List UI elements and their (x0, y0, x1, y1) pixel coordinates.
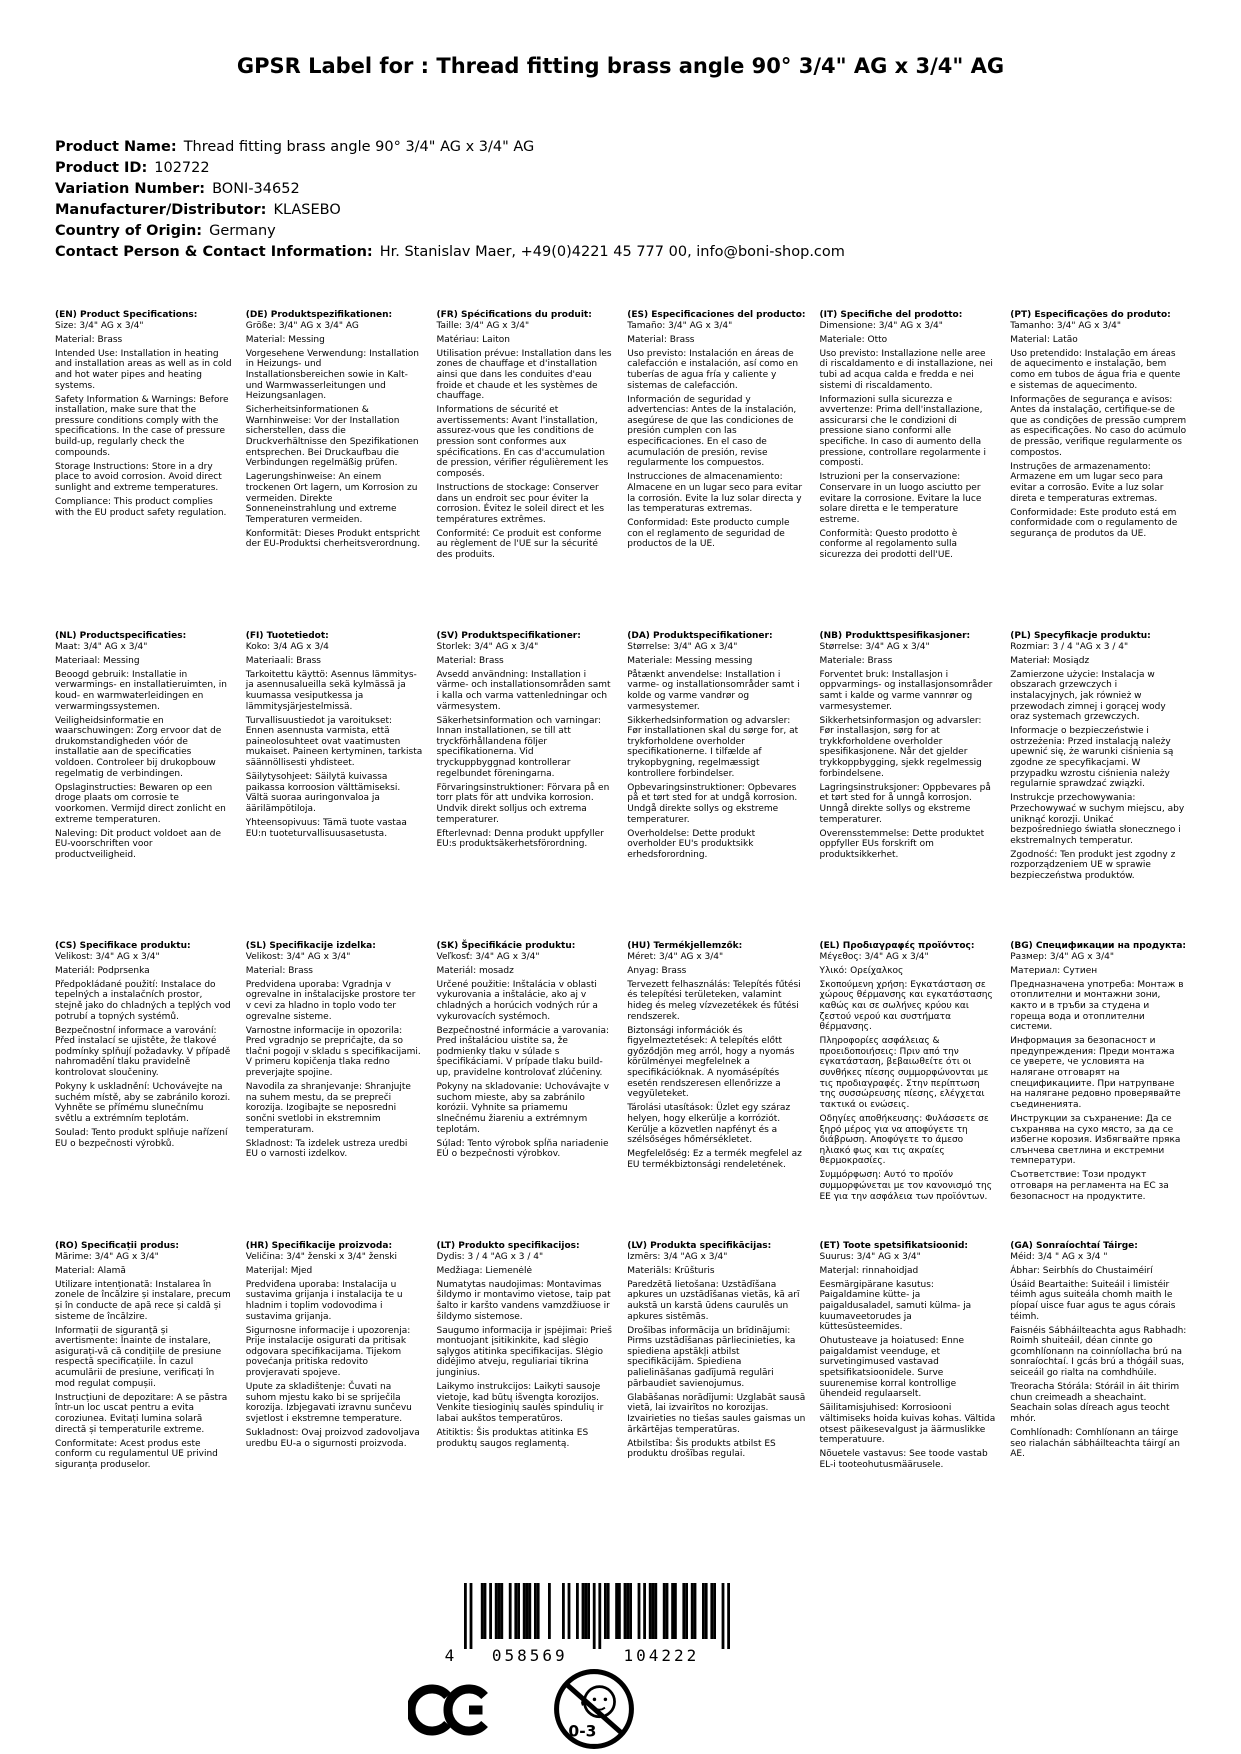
spec-paragraph: Conformidad: Este producto cumple con el reglamento de seguridad de productos de la UE. (627, 518, 790, 550)
spec-paragraph: Atitiktis: Šis produktas atitinka ES produktų saugos reglamentą. (436, 1428, 589, 1449)
spec-block (55, 1241, 236, 1474)
product-info-row (55, 179, 845, 200)
spec-block (246, 941, 427, 1241)
spec-paragraph: Informations de sécurité et avertissements: Avant l'installation, assurez-vous que les conditions de pression sont conformes aux spécifications. En cas d'accumulation de pression, vérifier régulièrement les composés. (436, 405, 609, 479)
spec-paragraph: Material: Latão (1010, 334, 1078, 345)
spec-paragraph: Materiál: mosadz (436, 965, 514, 976)
spec-paragraph: Conformitate: Acest produs este conform cu regulamentul UE privind siguranța produselor. (55, 1438, 218, 1470)
spec-paragraph: Comhlíonadh: Comhlíonann an táirge seo rialachán sábháilteachta táirgí an AE. (1010, 1428, 1180, 1460)
spec-paragraph: Atbilstība: Šis produkts atbilst ES produktu drošības regulai. (627, 1438, 776, 1460)
spec-block-heading: (SK) Špecifikácie produktu: (436, 941, 576, 951)
spec-paragraph: Sikkerhetsinformasjon og advarsler: Før installasjon, sørg for at trykkforholdene overholder spesifikasjonene. Når det gjelder trykkoppbygging, sjekk regelmessig forbindelsene. (819, 715, 982, 779)
spec-paragraph: Informații de siguranță și avertismente: Înainte de instalare, asigurați-vă că condițiile de presiune respectă specificațiile. În cazul acumulării de presiune, verificați în mod regulat compușii. (55, 1325, 222, 1389)
product-info-label: Manufacturer/Distributor: (55, 202, 267, 218)
spec-block (437, 1241, 618, 1474)
product-info-value: Hr. Stanislav Maer, +49(0)4221 45 777 00, info@boni-shop.com (379, 244, 845, 260)
spec-paragraph: Conformidade: Este produto está em conformidade com o regulamento de segurança de produtos da UE. (1010, 507, 1178, 539)
spec-paragraph: Säilitamisjuhised: Korrosiooni vältimiseks hoida kuivas kohas. Vältida otsest päikesevalgust ja äärmuslikke temperatuure. (819, 1403, 996, 1446)
spec-block-heading: (PL) Specyfikacje produktu: (1010, 631, 1151, 641)
spec-paragraph: Lagerungshinweise: An einem trockenen Ort lagern, um Korrosion zu vermeiden. Direkte Sonneneinstrahlung und extreme Temperaturen vermeiden. (245, 472, 418, 525)
spec-paragraph: Drošības informācija un brīdinājumi: Pirms uzstādīšanas pārliecinieties, ka spiediena apstākļi atbilst specifikācijām. Spiediena palielināšanas gadījumā regulāri pārbaudiet savienojumus. (627, 1325, 796, 1389)
spec-paragraph: Beoogd gebruik: Installatie in verwarmings- en installatieruimten, in koud- en warmwaterleidingen en verwarmingssystemen. (55, 669, 227, 712)
spec-paragraph: Uso previsto: Installazione nelle aree di riscaldamento e di installazione, nei tubi ad acqua calda e fredda e nei sistemi di riscaldamento. (819, 348, 993, 391)
spec-paragraph: Zamierzone użycie: Instalacja w obszarach grzewczych i instalacyjnych, jak również w przewodach zimnej i gorącej wody oraz systemach grzewczych. (1010, 669, 1166, 723)
spec-paragraph: Efterlevnad: Denna produkt uppfyller EU:s produktsäkerhetsförordning. (436, 828, 604, 850)
spec-block-heading: (LV) Produkta specifikācijas: (627, 1241, 772, 1251)
product-info-value: KLASEBO (273, 202, 341, 218)
spec-block-heading: (SL) Specifikacije izdelka: (245, 941, 376, 951)
spec-paragraph: Turvallisuustiedot ja varoitukset: Ennen asennusta varmista, että paineolosuhteet ovat vaatimusten mukaiset. Paineen kertyminen, tarkista säännöllisesti yhdisteet. (245, 715, 423, 769)
spec-paragraph: Påtænkt anvendelse: Installation i varme- og installationsområder samt i kolde og varme vandrør og varmesystemer. (627, 669, 800, 712)
spec-paragraph: Материал: Сутиен (1010, 965, 1098, 976)
spec-block (820, 1241, 1001, 1474)
spec-block (627, 631, 809, 941)
spec-paragraph: Uso previsto: Instalación en áreas de calefacción e instalación, así como en tuberías de agua fría y caliente y sistemas de calefacción. (627, 348, 799, 391)
spec-paragraph: Bezpečnostní informace a varování: Před instalací se ujistěte, že tlakové podmínky splňují požadavky. V případě nahromadění tlaku pravidelně kontrolovat sloučeniny. (55, 1025, 231, 1079)
spec-paragraph: Størrelse: 3/4" AG x 3/4" (627, 641, 738, 652)
spec-paragraph: Materiale: Brass (819, 655, 893, 666)
spec-paragraph: Ohutusteave ja hoiatused: Enne paigaldamist veenduge, et survetingimused vastavad spetsifikatsioonidele. Surve suurenemise korral kontrollige ühendeid regulaarselt. (819, 1336, 965, 1400)
spec-paragraph: Material: Brass (55, 334, 123, 345)
spec-paragraph: Compliance: This product complies with the EU product safety regulation. (55, 497, 227, 518)
spec-block-heading: (HR) Specifikacije proizvoda: (245, 1241, 393, 1251)
spec-paragraph: Ábhar: Seirbhís do Chustaiméirí (1010, 1265, 1153, 1276)
barcode-digits-group2: 104222 (623, 1646, 700, 1663)
spec-paragraph: Materiale: Messing messing (627, 655, 753, 666)
spec-paragraph: Upute za skladištenje: Čuvati na suhom mjestu kako bi se spriječila korozija. Izbjegavati izravnu sunčevu svjetlost i ekstremne temperature. (245, 1382, 412, 1424)
product-info-section (55, 137, 845, 263)
spec-block (437, 941, 618, 1241)
spec-block-heading: (DE) Produktspezifikationen: (245, 310, 393, 320)
spec-paragraph: Biztonsági információk és figyelmeztetések: A telepítés előtt győződjön meg arról, hogy a nyomás körülményei megfelelnek a specifikációknak. A nyomásépítés esetén rendszeresen ellenőrizze a vegyületeket. (627, 1025, 795, 1100)
spec-paragraph: Rozmiar: 3 / 4 "AG x 3 / 4" (1010, 641, 1129, 652)
spec-paragraph: Инструкции за съхранение: Да се съхранява на сухо място, за да се избегне корозия. Избягвайте пряка слънчева светлина и екстремни температури. (1010, 1113, 1181, 1167)
spec-paragraph: Overensstemmelse: Dette produktet oppfyller EUs forskrift om produktsikkerhet. (819, 828, 985, 860)
spec-paragraph: Vorgesehene Verwendung: Installation in Heizungs- und Installationsbereichen sowie in Kalt- und Warmwasserleitungen und Heizungsanlagen. (245, 348, 419, 402)
spec-block (246, 1241, 427, 1474)
ce-mark-icon (408, 1681, 493, 1739)
spec-block-heading: (RO) Specificații produs: (55, 1241, 179, 1251)
spec-block (55, 941, 236, 1241)
spec-paragraph: Predvidena uporaba: Vgradnja v ogrevalne in inštalacijske prostore ter v cevi za hladno in toplo vodo ter ogrevalne sisteme. (245, 979, 416, 1022)
spec-paragraph: Instruções de armazenamento: Armazene em um lugar seco para evitar a corrosão. Evite a luz solar direta e temperaturas extremas. (1010, 461, 1164, 504)
spec-paragraph: Saugumo informacija ir įspėjimai: Prieš montuojant įsitikinkite, kad slėgio sąlygos atitinka specifikacijas. Slėgio didėjimo atveju, reguliariai tikrina junginius. (436, 1325, 612, 1379)
barcode-digit-left: 4 (444, 1646, 458, 1663)
spec-block-heading: (EN) Product Specifications: (55, 310, 198, 320)
bottom-section (0, 1583, 1241, 1754)
spec-paragraph: Istruzioni per la conservazione: Conservare in un luogo asciutto per evitare la corrosione. Evitare la luce solare diretta e le temperature estreme. (819, 472, 982, 525)
spec-paragraph: Materjal: rinnahoidjad (819, 1265, 919, 1276)
spec-paragraph: Forventet bruk: Installasjon i oppvarmings- og installasjonsområder samt i kalde og varme vannrør og varmesystemer. (819, 669, 993, 712)
spec-paragraph: Méid: 3/4 " AG x 3/4 " (1010, 1251, 1108, 1262)
spec-paragraph: Tamanho: 3/4" AG x 3/4" (1010, 320, 1121, 331)
product-info-row (55, 221, 845, 242)
spec-paragraph: Suurus: 3/4" AG x 3/4" (819, 1251, 921, 1262)
spec-block (627, 941, 809, 1241)
spec-paragraph: Instrucciones de almacenamiento: Almacene en un lugar seco para evitar la corrosión. Evite la luz solar directa y las temperaturas extremas. (627, 472, 803, 515)
age-warning-0-3-icon (552, 1667, 636, 1751)
spec-paragraph: Méret: 3/4" AG x 3/4" (627, 951, 724, 962)
spec-paragraph: Numatytas naudojimas: Montavimas šildymo ir montavimo vietose, taip pat šalto ir karšto vandens vamzdžiuose ir šildymo sistemose. (436, 1279, 611, 1322)
spec-block-heading: (GA) Sonraíochtaí Táirge: (1010, 1241, 1138, 1251)
spec-paragraph: Megfelelőség: Ez a termék megfelel az EU termékbiztonsági rendeletének. (627, 1149, 802, 1170)
spec-paragraph: Materiale: Otto (819, 334, 888, 345)
spec-paragraph: Размер: 3/4" AG x 3/4" (1010, 951, 1115, 962)
spec-block (820, 941, 1001, 1241)
spec-paragraph: Instrukcje przechowywania: Przechowywać w suchym miejscu, aby uniknąć korozji. Unikać bezpośredniego światła słonecznego i ekstremalnych temperatur. (1010, 793, 1185, 846)
product-info-row (55, 200, 845, 221)
spec-block (437, 631, 618, 941)
spec-block-heading: (ES) Especificaciones del producto: (627, 310, 806, 320)
spec-paragraph: Μέγεθος: 3/4" AG x 3/4" (819, 951, 929, 962)
spec-paragraph: Faisnéis Sábháilteachta agus Rabhadh: Roimh shuiteáil, déan cinnte go gcomhlíonann na coinníollacha brú na sonraíochtaí. I gcás brú a thógáil suas, seiceáil go rialta na comhdhúile. (1010, 1325, 1187, 1379)
spec-paragraph: Nõuetele vastavus: See toode vastab EL-i tooteohutusmäärusele. (819, 1449, 988, 1470)
product-info-row (55, 242, 845, 263)
spec-paragraph: Veiligheidsinformatie en waarschuwingen: Zorg ervoor dat de drukomstandigheden vóór de installatie aan de specificaties voldoen. Controleer bij drukopbouw regelmatig de verbindingen. (55, 715, 222, 779)
spec-paragraph: Mărime: 3/4" AG x 3/4" (55, 1251, 159, 1262)
spec-paragraph: Συμμόρφωση: Αυτό το προϊόν συμμορφώνεται με τον κανονισμό της ΕΕ για την ασφάλεια των προϊόντων. (819, 1170, 993, 1202)
spec-paragraph: Tamaño: 3/4" AG x 3/4" (627, 320, 733, 331)
spec-paragraph: Tárolási utasítások: Üzlet egy száraz helyen, hogy elkerülje a korróziót. Kerülje a közvetlen napfényt és a szélsőséges hőmérsékletet. (627, 1103, 791, 1146)
spec-paragraph: Velikost: 3/4" AG x 3/4" (245, 951, 351, 962)
spec-paragraph: Medžiaga: Liemenėlė (436, 1265, 533, 1276)
spec-block-heading: (IT) Specifiche del prodotto: (819, 310, 963, 320)
spec-paragraph: Materiāls: Krūšturis (627, 1265, 715, 1276)
spec-paragraph: Avsedd användning: Installation i värme- och installationsområden samt i kalla och varma vattenledningar och värmesystem. (436, 669, 611, 712)
product-info-row (55, 137, 845, 158)
spec-paragraph: Sicherheitsinformationen & Warnhinweise: Vor der Installation sicherstellen, dass die Druckverhältnisse den Spezifikationen entsprechen. Bei Druckaufbau die Verbindungen regelmäßig prüfen. (245, 405, 419, 469)
spec-block-heading: (LT) Produkto specifikacijos: (436, 1241, 580, 1251)
spec-grid (55, 310, 1191, 1474)
spec-block (55, 310, 236, 631)
spec-block-heading: (NL) Productspecificaties: (55, 631, 187, 641)
spec-paragraph: Intended Use: Installation in heating and installation areas as well as in cold and hot water pipes and heating systems. (55, 348, 232, 391)
spec-paragraph: Předpokládané použití: Instalace do tepelných a instalačních prostor, stejně jako do chladných a teplých vod potrubí a topných systémů. (55, 979, 231, 1022)
spec-block-heading: (HU) Termékjellemzők: (627, 941, 743, 951)
spec-block-heading: (CS) Specifikace produktu: (55, 941, 191, 951)
spec-paragraph: Utilisation prévue: Installation dans les zones de chauffage et d'installation ainsi que dans les conduites d'eau froide et chaude et les systèmes de chauffage. (436, 348, 612, 402)
spec-paragraph: Säkerhetsinformation och varningar: Innan installationen, se till att tryckförhållandena följer specifikationerna. Vid tryckuppbyggnad kontrollerar regelbundet föreningarna. (436, 715, 602, 779)
spec-paragraph: Uso pretendido: Instalação em áreas de aquecimento e instalação, bem como em tubos de água fria e quente e sistemas de aquecimento. (1010, 348, 1181, 391)
spec-block-heading: (SV) Produktspecifikationer: (436, 631, 581, 641)
spec-block (820, 631, 1001, 941)
spec-paragraph: Naleving: Dit product voldoet aan de EU-voorschriften voor productveiligheid. (55, 828, 222, 860)
age-warning-label: 0-3 (568, 1722, 597, 1741)
spec-paragraph: Paredzētā lietošana: Uzstādīšana apkures un uzstādīšanas vietās, kā arī aukstā un karstā ūdens caurulēs un apkures sistēmās. (627, 1279, 800, 1322)
spec-paragraph: Veľkosť: 3/4" AG x 3/4" (436, 951, 540, 962)
spec-block (1010, 310, 1191, 631)
spec-paragraph: Utilizare intenționată: Instalarea în zonele de încălzire și instalare, precum și în conducte de apă rece și caldă și sisteme de încălzire. (55, 1279, 231, 1322)
spec-block-heading: (DA) Produktspecifikationer: (627, 631, 773, 641)
spec-paragraph: Anyag: Brass (627, 965, 687, 976)
spec-block-heading: (NB) Produkttspesifikasjoner: (819, 631, 971, 641)
ean-barcode-icon (442, 1583, 742, 1663)
spec-paragraph: Velikost: 3/4" AG x 3/4" (55, 951, 160, 962)
spec-paragraph: Информация за безопасност и предупреждения: Преди монтажа се уверете, че условията на налягане отговарят на спецификациите. При натрупване на налягане редовно проверявайте съединенията. (1010, 1036, 1181, 1110)
spec-block-heading: (FR) Spécifications du produit: (436, 310, 592, 320)
spec-paragraph: Información de seguridad y advertencias: Antes de la instalación, asegúrese de que las condiciones de presión cumplen con las especificaciones. En el caso de acumulación de presión, revise regularmente los compuestos. (627, 394, 797, 469)
spec-paragraph: Eesmärgipärane kasutus: Paigaldamine kütte- ja paigaldusaladel, samuti külma- ja kuumaveetorudes ja küttesüsteemides. (819, 1279, 972, 1333)
spec-paragraph: Size: 3/4" AG x 3/4" (55, 320, 144, 331)
spec-paragraph: Material: Brass (436, 655, 504, 666)
product-info-label: Product Name: (55, 139, 177, 155)
spec-paragraph: Koko: 3/4 AG x 3/4 (245, 641, 329, 652)
spec-paragraph: Instructions de stockage: Conserver dans un endroit sec pour éviter la corrosion. Évitez le soleil direct et les températures extrêmes. (436, 482, 605, 525)
spec-block (627, 310, 809, 631)
spec-block (820, 310, 1001, 631)
spec-paragraph: Overholdelse: Dette produkt overholder EU's produktsikk erhedsforordning. (627, 828, 756, 860)
spec-paragraph: Yhteensopivuus: Tämä tuote vastaa EU:n tuoteturvallisuusasetusta. (245, 818, 407, 839)
spec-paragraph: Förvaringsinstruktioner: Förvara på en torr plats för att undvika korrosion. Undvik direkt solljus och extrema temperaturer. (436, 782, 610, 825)
spec-paragraph: Opslaginstructies: Bewaren op een droge plaats om corrosie te voorkomen. Vermijd direct zonlicht en extreme temperaturen. (55, 782, 226, 825)
spec-block-heading: (EL) Προδιαγραφές προϊόντος: (819, 941, 975, 951)
spec-paragraph: Dimensione: 3/4" AG x 3/4" (819, 320, 943, 331)
spec-paragraph: Material: Brass (627, 334, 695, 345)
spec-paragraph: Opbevaringsinstruktioner: Opbevares på et tørt sted for at undgå korrosion. Undgå direkte sollys og ekstreme temperaturer. (627, 782, 798, 825)
spec-paragraph: Σκοπούμενη χρήση: Εγκατάσταση σε χώρους θέρμανσης και εγκατάστασης καθώς και σε σωλήνες κρύου και ζεστού νερού και συστήματα θέρμανσης. (819, 979, 993, 1033)
product-info-label: Product ID: (55, 160, 148, 176)
spec-paragraph: Storage Instructions: Store in a dry place to avoid corrosion. Avoid direct sunlight and extreme temperatures. (55, 461, 222, 493)
spec-paragraph: Instrucțiuni de depozitare: A se păstra într-un loc uscat pentru a evita coroziunea. Evitați lumina solară directă și temperaturile extreme. (55, 1392, 228, 1435)
spec-block-heading: (BG) Спецификации на продукта: (1010, 941, 1186, 951)
spec-paragraph: Dydis: 3 / 4 "AG x 3 / 4" (436, 1251, 544, 1262)
spec-paragraph: Sigurnosne informacije i upozorenja: Prije instalacije osigurati da pritisak odgovara specifikacijama. Tijekom povećanja pritiska redovito provjeravati spojeve. (245, 1325, 411, 1379)
spec-paragraph: Určené použitie: Inštalácia v oblasti vykurovania a inštalácie, ako aj v chladných a horúcich vodných rúr a vykurovacích systémoch. (436, 979, 598, 1022)
spec-paragraph: Materiał: Mosiądz (1010, 655, 1090, 666)
spec-paragraph: Material: Brass (245, 965, 313, 976)
spec-paragraph: Tervezett felhasználás: Telepítés fűtési és telepítési területeken, valamint hideg és meleg vízvezetékek és fűtési rendszerek. (627, 979, 801, 1022)
spec-paragraph: Materiaal: Messing (55, 655, 140, 666)
spec-paragraph: Matériau: Laiton (436, 334, 510, 345)
spec-block (246, 631, 427, 941)
product-info-label: Country of Origin: (55, 223, 203, 239)
spec-block-heading: (PT) Especificações do produto: (1010, 310, 1171, 320)
spec-block-heading: (ET) Toote spetsifikatsioonid: (819, 1241, 969, 1251)
product-info-value: BONI-34652 (212, 181, 300, 197)
spec-paragraph: Glabāšanas norādījumi: Uzglabāt sausā vietā, lai izvairītos no korozijas. Izvairieties no tiešas saules gaismas un ārkārtējas temperatūras. (627, 1392, 806, 1435)
spec-paragraph: Съответствие: Този продукт отговаря на регламента на ЕС за безопасност на продуктите. (1010, 1170, 1169, 1202)
spec-paragraph: Informacje o bezpieczeństwie i ostrzeżenia: Przed instalacją należy upewnić się, że warunki ciśnienia są zgodne ze specyfikacjami. W przypadku wzrostu ciśnienia należy regularnie sprawdzać związki. (1010, 726, 1174, 790)
spec-block-heading: (FI) Tuotetiedot: (245, 631, 329, 641)
spec-block (246, 310, 427, 631)
product-info-label: Variation Number: (55, 181, 206, 197)
product-info-label: Contact Person & Contact Information: (55, 244, 373, 260)
spec-paragraph: Bezpečnostné informácie a varovania: Pred inštaláciou uistite sa, že podmienky tlaku v súlade s špecifikáciami. V prípade tlaku build-up, pravidelne kontrolovať zlúčeniny. (436, 1025, 610, 1079)
spec-block (437, 310, 618, 631)
spec-paragraph: Sikkerhedsinformation og advarsler: Før installationen skal du sørge for, at trykforholdene overholder specifikationerne. I tilfælde af trykopbygning, regelmæssigt kontrollere forbindelser. (627, 715, 799, 779)
page-title: GPSR Label for : Thread fitting brass angle 90° 3/4" AG x 3/4" AG (236, 54, 1005, 78)
spec-paragraph: Navodila za shranjevanje: Shranjujte na suhem mestu, da se prepreči korozija. Izogibajte se neposredni sončni svetlobi in ekstremnim temperaturam. (245, 1082, 411, 1135)
spec-paragraph: Предназначена употреба: Монтаж в отоплителни и монтажни зони, както и в тръби за студена и гореща вода и отоплителни системи. (1010, 979, 1184, 1033)
spec-block (1010, 941, 1191, 1241)
spec-block (55, 631, 236, 941)
spec-paragraph: Informações de segurança e avisos: Antes da instalação, certifique-se de que as condições de pressão cumprem as especificações. No caso do acúmulo de pressão, verifique regularmente os compostos. (1010, 394, 1187, 458)
spec-paragraph: Sukladnost: Ovaj proizvod zadovoljava uredbu EU-a o sigurnosti proizvoda. (245, 1428, 420, 1449)
spec-paragraph: Treoracha Stórála: Stóráil in áit thirim chun creimeadh a sheachaint. Seachain solas díreach agus teocht mhór. (1010, 1382, 1180, 1424)
symbols-row (0, 1667, 1241, 1754)
spec-paragraph: Pokyny na skladovanie: Uchovávajte v suchom mieste, aby sa zabránilo korózii. Vyhnite sa priamemu slnečnému žiareniu a extrémnym teplotám. (436, 1082, 610, 1135)
spec-paragraph: Material: Alamă (55, 1265, 126, 1276)
spec-paragraph: Materijal: Mjed (245, 1265, 313, 1276)
spec-paragraph: Skladnost: Ta izdelek ustreza uredbi EU o varnosti izdelkov. (245, 1138, 408, 1160)
spec-block (627, 1241, 809, 1474)
spec-paragraph: Informazioni sulla sicurezza e avvertenze: Prima dell'installazione, assicurarsi che le condizioni di pressione siano conformi alle specifiche. In caso di aumento della pressione, controllare regolarmente i composti. (819, 394, 986, 469)
spec-paragraph: Størrelse: 3/4" AG x 3/4" (819, 641, 930, 652)
spec-paragraph: Safety Information & Warnings: Before installation, make sure that the pressure conditions comply with the specifications. In the case of pressure build-up, regularly check the compounds. (55, 394, 229, 458)
spec-paragraph: Conformità: Questo prodotto è conforme al regolamento sulla sicurezza dei prodotti dell'UE. (819, 528, 958, 560)
spec-paragraph: Taille: 3/4" AG x 3/4" (436, 320, 530, 331)
spec-paragraph: Súlad: Tento výrobok spĺňa nariadenie EÚ o bezpečnosti výrobkov. (436, 1138, 609, 1160)
product-info-row (55, 158, 845, 179)
spec-paragraph: Úsáid Beartaithe: Suiteáil i limistéir téimh agus suiteála chomh maith le píopaí uisce fuar agus te agus córais téimh. (1010, 1279, 1176, 1322)
spec-paragraph: Veličina: 3/4" ženski x 3/4" ženski (245, 1251, 398, 1262)
product-info-value: 102722 (154, 160, 210, 176)
spec-paragraph: Pokyny k uskladnění: Uchovávejte na suchém místě, aby se zabránilo korozi. Vyhněte se přímému slunečnímu světlu a extrémním teplotám. (55, 1082, 231, 1124)
spec-paragraph: Soulad: Tento produkt splňuje nařízení EU o bezpečnosti výrobků. (55, 1128, 228, 1149)
spec-paragraph: Πληροφορίες ασφάλειας & προειδοποιήσεις: Πριν από την εγκατάσταση, βεβαιωθείτε ότι οι συνθήκες πίεσης συμμορφώνονται με τις προδιαγραφές. Στην περίπτωση της συσσώρευσης πίεσης, ελέγχεται τακτικά οι ενώσεις. (819, 1036, 989, 1110)
spec-paragraph: Predviđena uporaba: Instalacija u sustavima grijanja i instalacija te u hladnim i toplim vodovodima i sustavima grijanja. (245, 1279, 403, 1322)
spec-block (1010, 631, 1191, 941)
spec-paragraph: Varnostne informacije in opozorila: Pred vgradnjo se prepričajte, da so tlačni pogoji v skladu s specifikacijami. V primeru kopičenja tlaka redno preverjajte spojine. (245, 1025, 421, 1079)
spec-paragraph: Tarkoitettu käyttö: Asennus lämmitys- ja asennusalueilla sekä kylmässä ja kuumassa vesiputkessa ja lämmitysjärjestelmissä. (245, 669, 417, 712)
product-info-value: Thread fitting brass angle 90° 3/4" AG x 3/4" AG (183, 139, 535, 155)
spec-paragraph: Storlek: 3/4" AG x 3/4" (436, 641, 539, 652)
spec-paragraph: Größe: 3/4" AG x 3/4" AG (245, 320, 359, 331)
spec-paragraph: Izmērs: 3/4 "AG x 3/4" (627, 1251, 728, 1262)
spec-paragraph: Lagringsinstruksjoner: Oppbevares på et tørt sted for å unngå korrosjon. Unngå direkte sollys og ekstreme temperaturer. (819, 782, 991, 825)
spec-paragraph: Zgodność: Ten produkt jest zgodny z rozporządzeniem UE w sprawie bezpieczeństwa produktów. (1010, 849, 1176, 881)
spec-paragraph: Οδηγίες αποθήκευσης: Φυλάσσετε σε ξηρό μέρος για να αποφύγετε τη διάβρωση. Αποφύγετε το άμεσο ηλιακό φως και τις ακραίες θερμοκρασίες. (819, 1113, 989, 1167)
barcode-digits-group1: 058569 (491, 1646, 568, 1663)
spec-paragraph: Maat: 3/4" AG x 3/4" (55, 641, 148, 652)
spec-paragraph: Materiál: Podprsenka (55, 965, 150, 976)
spec-paragraph: Säilytysohjeet: Säilytä kuivassa paikassa korroosion välttämiseksi. Vältä suoraa auringonvaloa ja äärilämpötiloja. (245, 772, 401, 814)
spec-block (1010, 1241, 1191, 1474)
spec-paragraph: Laikymo instrukcijos: Laikyti sausoje vietoje, kad būtų išvengta korozijos. Venkite tiesioginių saulės spindulių ir labai aukštos temperatūros. (436, 1382, 604, 1424)
spec-paragraph: Conformité: Ce produit est conforme au règlement de l'UE sur la sécurité des produits. (436, 528, 602, 560)
spec-paragraph: Υλικό: Ορείχαλκος (819, 965, 904, 976)
product-info-value: Germany (209, 223, 276, 239)
spec-paragraph: Konformität: Dieses Produkt entspricht der EU-Produktsi cherheitsverordnung. (245, 528, 421, 550)
spec-paragraph: Material: Messing (245, 334, 325, 345)
spec-paragraph: Materiaali: Brass (245, 655, 321, 666)
